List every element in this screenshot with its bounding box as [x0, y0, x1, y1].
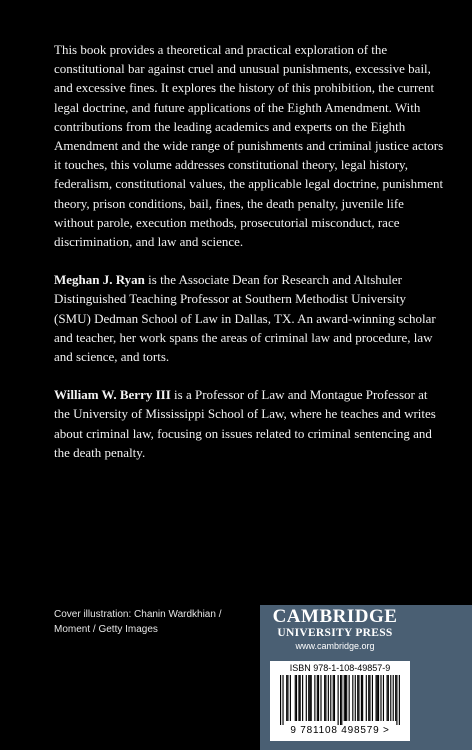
- barcode-bar: [296, 675, 297, 721]
- barcode-bar: [355, 675, 356, 721]
- author-name-berry: William W. Berry III: [54, 387, 171, 403]
- barcode-bar: [396, 675, 397, 725]
- barcode-bar: [372, 675, 373, 721]
- barcode-bar: [346, 675, 347, 721]
- barcode-bar: [366, 675, 367, 721]
- barcode-bar: [290, 675, 291, 721]
- barcode-bar: [340, 675, 341, 725]
- author-name-ryan: Meghan J. Ryan: [54, 272, 145, 288]
- barcode-bar: [300, 675, 301, 721]
- barcode-bar: [349, 675, 350, 721]
- barcode-bars: [280, 675, 400, 725]
- barcode-bar: [311, 675, 312, 721]
- barcode-bar: [357, 675, 358, 721]
- barcode-bar: [377, 675, 378, 721]
- barcode-bar: [325, 675, 326, 721]
- cover-credit-line-1: Cover illustration: Chanin Wardkhian /: [54, 609, 222, 620]
- barcode-bar: [362, 675, 363, 721]
- book-description: [54, 40, 444, 481]
- barcode-bar: [287, 675, 288, 721]
- publisher-url: www.cambridge.org: [295, 641, 375, 651]
- barcode-bar: [334, 675, 335, 721]
- barcode-bar: [388, 675, 389, 721]
- author-bio-ryan: [54, 270, 444, 366]
- cover-credit-line-2: Moment / Getty Images: [54, 624, 158, 635]
- summary-paragraph: This book provides a theoretical and practical exploration of the constitutional bar against cruel and unusual punishments, excessive bail, and excessive fines. It explores the history of this prohibition, the current legal doctrine, and future applications of the Eighth Amendment. With contributions from the leading academics and experts on the Eighth Amendment and the wide range of punishments and criminal justice actors it touches, this volume addresses constitutional theory, legal history, federalism, constitutional values, the applicable legal doctrine, punishment theory, prison conditions, bail, fines, the death penalty, juvenile life without parole, execution methods, prosecutorial misconduct, race discrimination, and law and science.: [54, 42, 444, 250]
- barcode-bar: [345, 675, 346, 721]
- publisher-subname: UNIVERSITY PRESS: [277, 627, 393, 639]
- barcode-bar: [378, 675, 379, 721]
- publisher-name: CAMBRIDGE: [272, 606, 398, 627]
- barcode-bar: [344, 675, 345, 721]
- barcode-bar: [369, 675, 370, 721]
- barcode-bar: [395, 675, 396, 721]
- barcode-bar: [393, 675, 394, 721]
- barcode: [270, 661, 410, 741]
- barcode-bar: [376, 675, 377, 721]
- barcode-bar: [324, 675, 325, 721]
- barcode-bar: [330, 675, 331, 721]
- barcode-bar: [286, 675, 287, 721]
- barcode-bar: [302, 675, 303, 721]
- barcode-bar: [280, 675, 281, 725]
- publisher-logo: [270, 607, 400, 652]
- barcode-bar: [333, 675, 334, 721]
- author-bio-text-berry: is a Professor of Law and Montague Professor at the University of Mississippi School of Law, where he teaches and writes about criminal law, focusing on issues related to criminal sentencing and the death penalty.: [54, 387, 436, 460]
- barcode-bar: [338, 675, 339, 725]
- cover-credit: [54, 607, 254, 637]
- barcode-bar: [298, 675, 299, 721]
- barcode-bar: [390, 675, 391, 721]
- barcode-bar: [380, 675, 381, 721]
- barcode-bar: [314, 675, 315, 721]
- barcode-bar: [317, 675, 318, 721]
- author-bio-text-ryan: is the Associate Dean for Research and Altshuler Distinguished Teaching Professor at Southern Methodist University (SMU) Dedman School of Law in Dallas, TX. An award-winning scholar and teacher, her work spans the areas of criminal law and procedure, law and science, and torts.: [54, 272, 436, 365]
- barcode-bar: [341, 675, 342, 725]
- barcode-bar: [295, 675, 296, 721]
- isbn-label: ISBN 978-1-108-49857-9: [289, 663, 391, 673]
- barcode-bar: [308, 675, 309, 721]
- barcode-bar: [383, 675, 384, 721]
- author-bio-berry: [54, 385, 444, 462]
- barcode-bar: [320, 675, 321, 721]
- barcode-bar: [309, 675, 310, 721]
- barcode-bar: [361, 675, 362, 721]
- barcode-bar: [387, 675, 388, 721]
- barcode-bar: [399, 675, 400, 725]
- barcode-bar: [328, 675, 329, 721]
- barcode-bar: [358, 675, 359, 721]
- barcode-bar: [368, 675, 369, 721]
- barcode-bar: [306, 675, 307, 721]
- publisher-panel: [260, 605, 472, 750]
- barcode-bar: [352, 675, 353, 721]
- barcode-bar: [318, 675, 319, 721]
- barcode-bar: [282, 675, 283, 725]
- barcode-digits: 9 781108 498579 >: [290, 725, 390, 736]
